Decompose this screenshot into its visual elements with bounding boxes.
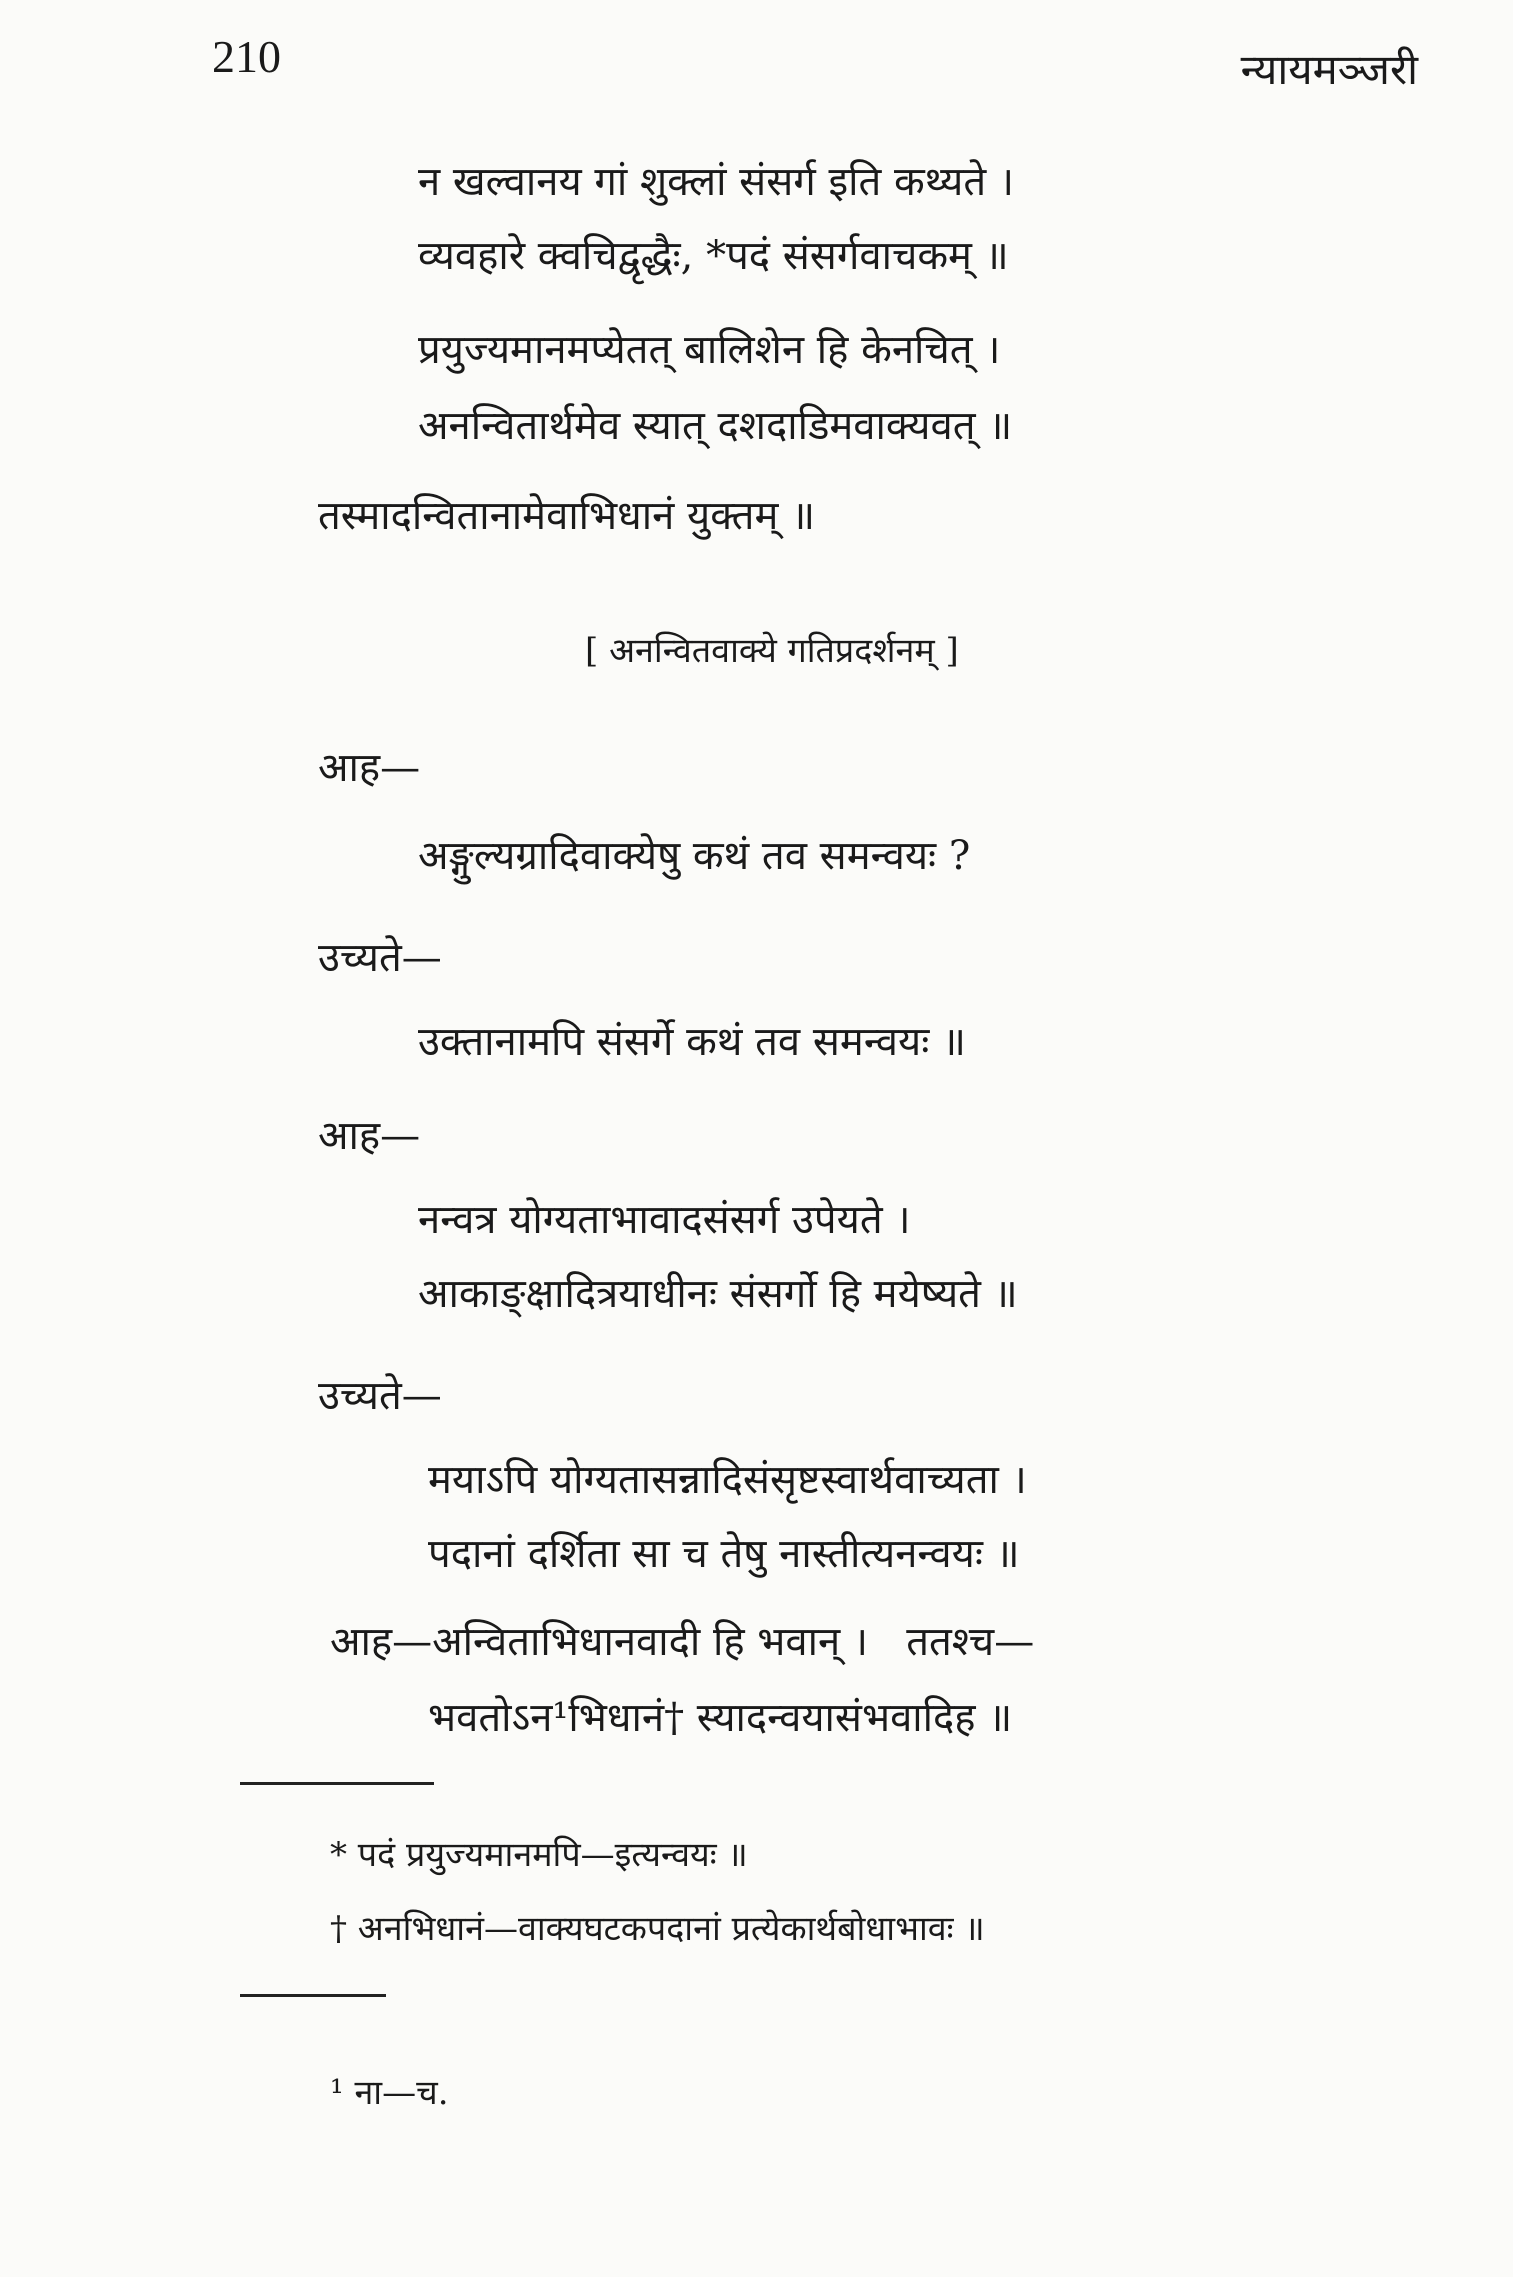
- footnote-variant: ¹ ना—च.: [330, 2073, 449, 2113]
- verse-line: नन्वत्र योग्यताभावादसंसर्ग उपेयते ।: [418, 1197, 911, 1243]
- verse-line: प्रयुज्यमानमप्येतत् बालिशेन हि केनचित् ।: [418, 327, 1001, 373]
- page-number: 210: [212, 31, 281, 82]
- verse-line: आकाङ्क्षादित्रयाधीनः संसर्गो हि मयेष्यते ॥: [418, 1271, 1018, 1317]
- verse-line: भवतोऽन¹भिधानं† स्यादन्वयासंभवादिह ॥: [428, 1695, 1013, 1741]
- speaker-label: आह—: [318, 1113, 421, 1159]
- section-heading: [ अनन्वितवाक्ये गतिप्रदर्शनम् ]: [585, 631, 959, 671]
- footnote-dagger: † अनभिधानं—वाक्यघटकपदानां प्रत्येकार्थबोधाभावः ॥: [330, 1909, 985, 1949]
- verse-line: उक्तानामपि संसर्गे कथं तव समन्वयः ॥: [418, 1019, 966, 1065]
- verse-line: मयाऽपि योग्यतासन्नादिसंसृष्टस्वार्थवाच्यता ।: [428, 1457, 1027, 1503]
- verse-line: व्यवहारे क्वचिद्वृद्धैः, *पदं संसर्गवाचकम् ॥: [418, 233, 1009, 279]
- prose-line: तस्मादन्वितानामेवाभिधानं युक्तम् ॥: [318, 493, 816, 539]
- variant-divider: [240, 1994, 386, 1997]
- verse-line: न खल्वानय गां शुक्लां संसर्ग इति कथ्यते ।: [418, 159, 1015, 205]
- verse-line: अङ्गुल्यग्रादिवाक्येषु कथं तव समन्वयः ?: [418, 833, 971, 879]
- speaker-label: आह—: [318, 745, 421, 791]
- prose-line: आह—अन्विताभिधानवादी हि भवान् । ततश्च—: [330, 1619, 1035, 1665]
- speaker-label: उच्यते—: [318, 1373, 442, 1419]
- footnote-star: * पदं प्रयुज्यमानमपि—इत्यन्वयः ॥: [330, 1835, 748, 1875]
- footnote-divider: [240, 1782, 434, 1785]
- verse-line: पदानां दर्शिता सा च तेषु नास्तीत्यनन्वयः ॥: [428, 1531, 1020, 1577]
- verse-line: अनन्वितार्थमेव स्यात् दशदाडिमवाक्यवत् ॥: [418, 403, 1013, 449]
- running-title: न्यायमञ्जरी: [1240, 45, 1418, 94]
- speaker-label: उच्यते—: [318, 935, 442, 981]
